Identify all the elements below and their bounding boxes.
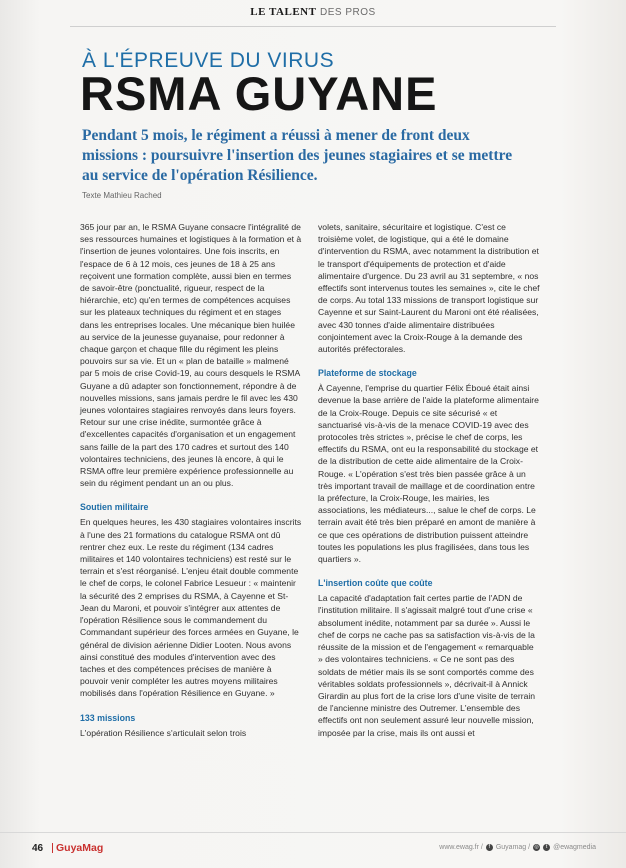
rubric-strong: LE TALENT: [250, 6, 317, 18]
facebook-icon: f: [486, 844, 493, 851]
article-column-right: [318, 221, 540, 743]
page-number: 46: [32, 843, 44, 854]
subheading-133-missions: 133 missions: [80, 712, 136, 723]
instagram-icon: ◎: [534, 844, 539, 850]
social-handle[interactable]: @ewagmedia: [553, 844, 596, 851]
paragraph: En quelques heures, les 430 stagiaires volontaires inscrits à l'une des 21 formations du catalogue RSMA ont dû rentrer chez eux. Le reste du régiment (134 cadres militaires et 140 volontaires techniciens) est resté sur le terrain et s'est réorganisé. L'enjeu était double commente le chef de corps, le colonel Fabrice Lesueur : « maintenir la sécurité des 2 emprises du RSMA, à Cayenne et St-Jean du Maroni, et pouvoir s'intégrer aux attentes de l'opération Résilience sous le commandement du Commandant supérieur des forces armées en Guyane, le général de division aérienne Didier Looten. Nous avons ainsi constitué des modules d'intervention avec des taches et des compétences précises de manière à pouvoir venir compléter les autres moyens militaires mobilisés dans l'opération Résilience en Guyane. »: [80, 517, 302, 699]
facebook-link[interactable]: Guyamag /: [495, 844, 531, 851]
subheading-plateforme-de-stockage: Plateforme de stockage: [318, 368, 417, 379]
paragraph: L'opération Résilience s'articulait selon trois: [80, 727, 247, 738]
article-byline: Texte Mathieu Rached: [82, 191, 162, 200]
magazine-name: GuyaMag: [56, 842, 104, 854]
article-lead: Pendant 5 mois, le régiment a réussi à mener de front deux missions : poursuivre l'insertion des jeunes stagiaires et se mettre au service de l'opération Résilience.: [82, 127, 513, 184]
footer-divider: [52, 843, 53, 853]
page-footer: [0, 832, 626, 863]
section-rubric: [70, 6, 556, 18]
article-column-left: [80, 221, 302, 743]
paragraph: La capacité d'adaptation fait certes partie de l'ADN de l'institution militaire. Il s'agissait malgré tout d'une crise « absolument inédite, notamment par sa durée ». Aussi le chef de corps ne cache pas sa satisfaction vis-à-vis de la réussite de la mission et de l'engagement « remarquable » des volontaires techniciens. « Ce ne sont pas des soldats de métier mais ils se sont comportés comme des véritables soldats professionnels », décrivait-il à Annick Girardin au plus fort de la crise lors d'une visite de terrain de l'ancienne ministre des Outremer. L'ensemble des effectifs ont non seulement assuré leur nouvelle mission, imposée par la crise, mais ils ont aussi et: [318, 593, 536, 738]
article-title: RSMA GUYANE: [80, 67, 438, 120]
subheading-insertion: L'insertion coûte que coûte: [318, 578, 433, 589]
paragraph: À Cayenne, l'emprise du quartier Félix Éboué était ainsi devenue la base arrière de l'aide la plateforme alimentaire de la Croix-Rouge. Depuis ce site sécurisé « et sanctuarisé vis-à-vis de la menace COVID-19 avec des protocoles très strictes », précise le chef de corps, les effectifs du RSMA, ont eu la responsabilité du stockage et de la distribution de cette aide alimentaire de la Croix-Rouge. « L'opération s'est très bien passée grâce à un très important travail de maillage et de coordination entre la préfecture, la Croix-Rouge, les mairies, les associations, les médiateurs..., salue le chef de corps. Le terrain avait été très bien préparé en amont de manière à ce que ces opérations de distribution puissent atteindre toutes les populations les plus fragilisées, dans tous les quartiers ».: [318, 383, 539, 565]
website-link[interactable]: www.ewag.fr /: [439, 844, 483, 851]
section-header: [70, 0, 556, 27]
social-links: [439, 844, 596, 851]
paragraph: 365 jour par an, le RSMA Guyane consacre l'intégralité de ses ressources humaines et logistiques à la formation et à l'insertion de jeunes volontaires. Une fois inscrits, en l'espace de 6 à 12 mois, ces jeunes de 18 à 25 ans reçoivent une formation complète, aussi bien en termes de savoir-être (ponctualité, rigueur, respect de la hiérarchie, etc) qu'en termes de compétences acquises sur les plateaux techniques du régiment et en stages dans les entreprises locales. Une mécanique bien huilée au service de la jeunesse guyanaise, pour redonner à chaque garçon et chaque fille du régiment les pleins pouvoirs sur sa vie. Et un « plan de bataille » malmené par 5 mois de crise Covid-19, au cours desquels le RSMA Guyane a dû adapter son fonctionnement, répondre à de nouvelles missions, sans jamais perdre le fil avec les 430 jeunes volontaires stagiaires renvoyés dans leurs foyers. Retour sur une crise inédite, surmontée grâce à d'excellentes capacités d'organisation et un engagement sans faille de la part des 170 cadres et surtout des 140 volontaires techniciens, des jeunes là encore, à qui le RSMA offre leur première expérience professionnelle au sein du régiment pendant un an ou plus.: [80, 222, 302, 489]
twitter-icon: t: [543, 844, 550, 851]
paragraph: volets, sanitaire, sécuritaire et logistique. C'est ce troisième volet, de logistique, qui a été le domaine d'intervention du RSMA, avec notamment la distribution et le transport d'équipements de protection et d'aide alimentaire d'urgence. Du 23 avril au 31 septembre, « nos effectifs sont intervenus toutes les semaines », cite le chef de corps. Au total 133 missions de transport logistique sur Cayenne et sur Saint-Laurent du Maroni ont été réalisées, avec 430 tonnes d'aide alimentaire distribuées conjointement avec la Croix-Rouge à la demande des autorités préfectorales.: [318, 222, 540, 355]
rubric-light: DES PROS: [320, 7, 376, 18]
subheading-soutien-militaire: Soutien militaire: [80, 502, 149, 513]
article-kicker: À L'ÉPREUVE DU VIRUS: [82, 49, 335, 72]
